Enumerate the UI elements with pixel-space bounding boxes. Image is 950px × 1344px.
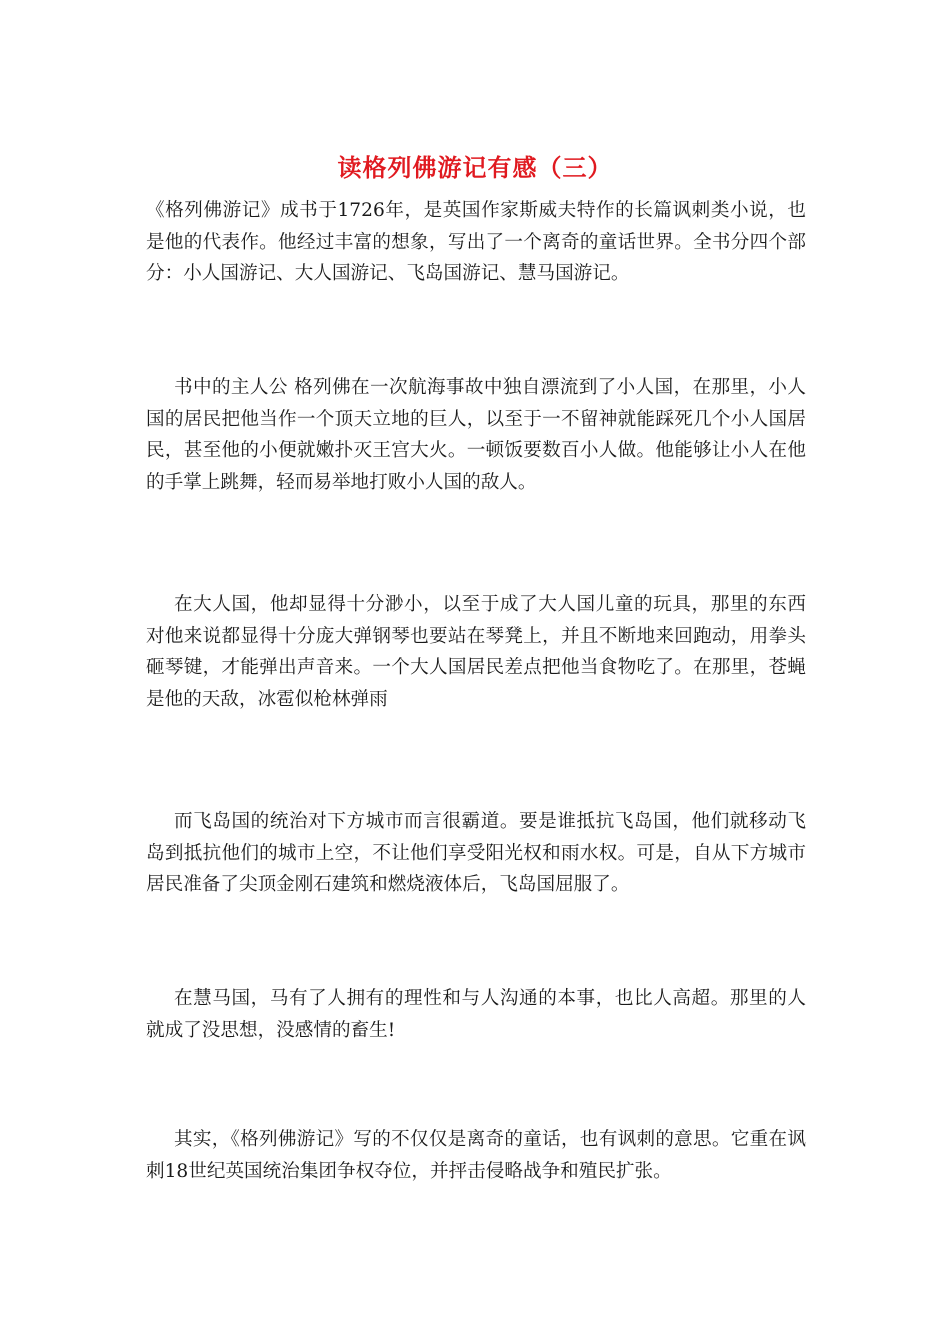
paragraph-conclusion: 其实，《格列佛游记》写的不仅仅是离奇的童话，也有讽刺的意思。它重在讽刺18世纪英国统治集团争权夺位，并抨击侵略战争和殖民扩张。 [146,1129,806,1182]
paragraph-brobdingnag: 在大人国，他却显得十分渺小，以至于成了大人国儿童的玩具，那里的东西对他来说都显得十分庞大弹钢琴也要站在琴凳上，并且不断地来回跑动，用拳头砸琴键，才能弹出声音来。一个大人国居民差点把他当食物吃了。在那里，苍蝇是他的天敌，冰雹似枪林弹雨 [146,594,806,710]
paragraph-laputa: 而飞岛国的统治对下方城市而言很霸道。要是谁抵抗飞岛国，他们就移动飞岛到抵抗他们的城市上空，不让他们享受阳光权和雨水权。可是，自从下方城市居民准备了尖顶金刚石建筑和燃烧液体后，飞岛国屈服了。 [146,811,806,896]
document-title: 读格列佛游记有感（三） [337,153,613,182]
paragraph-houyhnhnm: 在慧马国，马有了人拥有的理性和与人沟通的本事，也比人高超。那里的人就成了没思想，没感情的畜生! [146,988,806,1041]
paragraph-intro: 《格列佛游记》成书于1726年，是英国作家斯威夫特作的长篇讽刺类小说，也是他的代表作。他经过丰富的想象，写出了一个离奇的童话世界。全书分四个部分：小人国游记、大人国游记、飞岛国游记、慧马国游记。 [146,200,806,285]
paragraph-lilliput: 书中的主人公 格列佛在一次航海事故中独自漂流到了小人国，在那里，小人国的居民把他当作一个顶天立地的巨人，以至于一不留神就能踩死几个小人国居民，甚至他的小便就嫩扑灭王宫大火。一顿饭要数百小人做。他能够让小人在他的手掌上跳舞，轻而易举地打败小人国的敌人。 [146,377,806,493]
